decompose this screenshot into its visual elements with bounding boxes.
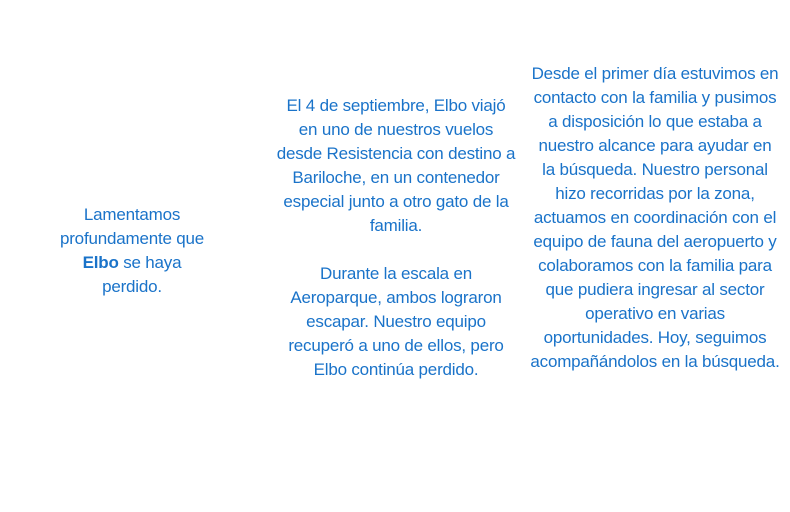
apology-text-after: se haya perdido. — [102, 253, 182, 296]
incident-paragraph-1: El 4 de septiembre, Elbo viajó en uno de nuestros vuelos desde Resistencia con destino a Bariloche, en un contenedor especial junto a otro gato de la familia. — [276, 96, 516, 235]
incident-column — [276, 94, 516, 382]
pet-name: Elbo — [82, 253, 119, 272]
apology-column — [52, 203, 212, 299]
incident-paragraph-2: Durante la escala en Aeroparque, ambos lograron escapar. Nuestro equipo recuperó a uno de ellos, pero Elbo continúa perdido. — [288, 264, 504, 379]
apology-text — [52, 203, 212, 299]
actions-column — [530, 62, 780, 374]
apology-text-before: Lamentamos profundamente que — [59, 205, 205, 248]
actions-paragraph: Desde el primer día estuvimos en contacto con la familia y pusimos a disposición lo que estaba a nuestro alcance para ayudar en la búsqueda. Nuestro personal hizo recorridas por la zona, actuamos en coordinación con el equipo de fauna del aeropuerto y colaboramos con la familia para que pudiera ingresar al sector operativo en varias oportunidades. Hoy, seguimos acompañándolos en la búsqueda. — [530, 64, 780, 371]
